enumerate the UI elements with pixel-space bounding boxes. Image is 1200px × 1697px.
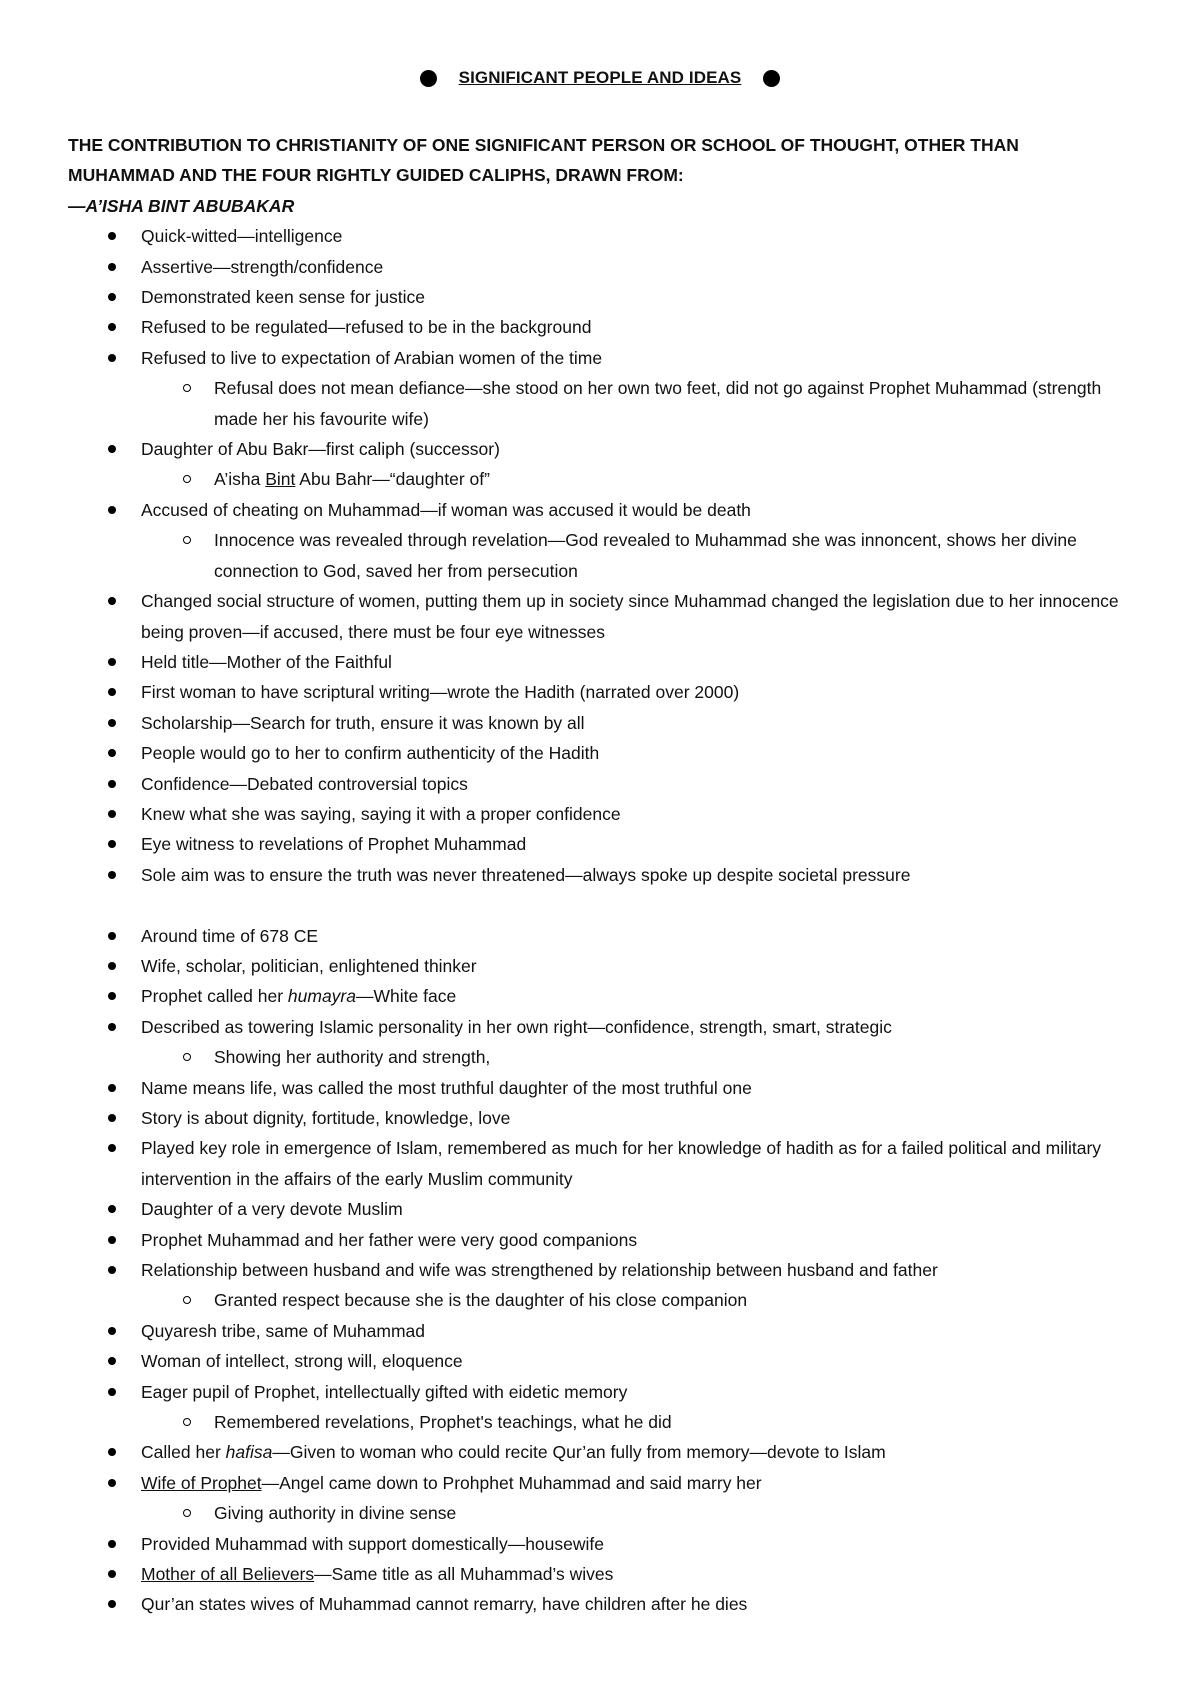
bullet-dot-icon [763, 70, 780, 87]
item-text: Knew what she was saying, saying it with a proper confidence [141, 803, 621, 824]
item-text-post: —Angel came down to Prohphet Muhammad and said marry her [261, 1472, 762, 1493]
sub-list-item [68, 525, 1148, 586]
item-text: Quyaresh tribe, same of Muhammad [141, 1320, 426, 1341]
item-text: Giving authority in divine sense [214, 1503, 457, 1524]
item-text: Woman of intellect, strong will, eloquence [141, 1351, 463, 1372]
list-item [68, 1377, 1148, 1407]
item-text-post: Abu Bahr—“daughter of” [295, 469, 490, 490]
item-text: Prophet Muhammad and her father were very good companions [141, 1229, 638, 1250]
item-text: Scholarship—Search for truth, ensure it was known by all [141, 712, 585, 733]
heading-line: THE CONTRIBUTION TO CHRISTIANITY OF ONE SIGNIFICANT PERSON OR SCHOOL OF THOUGHT, OTHER THAN [68, 135, 1019, 155]
list-item [68, 860, 1148, 890]
item-text: Granted respect because she is the daughter of his close companion [214, 1290, 748, 1311]
list-item [68, 1346, 1148, 1376]
item-text: First woman to have scriptural writing—wrote the Hadith (narrated over 2000) [141, 682, 740, 703]
item-text: Confidence—Debated controversial topics [141, 773, 468, 794]
sub-list-item [68, 373, 1148, 434]
list-item [68, 647, 1148, 677]
item-text: Remembered revelations, Prophet's teachings, what he did [214, 1412, 672, 1433]
bullet-dot-icon [420, 70, 437, 87]
list-item [68, 252, 1148, 282]
list-item [68, 677, 1148, 707]
item-text: Assertive—strength/confidence [141, 256, 384, 277]
item-text-post: —Same title as all Muhammad’s wives [314, 1564, 614, 1585]
list-item [68, 1468, 1148, 1498]
list-item [68, 799, 1148, 829]
list-item [68, 829, 1148, 859]
list-item [68, 1133, 1148, 1194]
item-text: Innocence was revealed through revelation—God revealed to Muhammad she was innoncent, shows her divine connection to God, saved her from persecution [214, 530, 1077, 581]
list-item [68, 1255, 1148, 1285]
sub-list-item [68, 1498, 1148, 1528]
blank-line [68, 890, 1148, 920]
item-text: Story is about dignity, fortitude, knowledge, love [141, 1107, 511, 1128]
list-item [68, 434, 1148, 464]
notes-list [68, 221, 1148, 1620]
list-item [68, 769, 1148, 799]
item-text-pre: A’isha [214, 469, 266, 490]
list-item [68, 1073, 1148, 1103]
item-text: Quick-witted—intelligence [141, 226, 343, 247]
title-row [0, 68, 1200, 88]
list-item [68, 1103, 1148, 1133]
heading-line: MUHAMMAD AND THE FOUR RIGHTLY GUIDED CALIPHS, DRAWN FROM: [68, 165, 684, 186]
item-text: Held title—Mother of the Faithful [141, 651, 392, 672]
page-title: SIGNIFICANT PEOPLE AND IDEAS [458, 68, 742, 87]
list-item [68, 1225, 1148, 1255]
underlined-term: Bint [265, 469, 296, 490]
item-text: Relationship between husband and wife was strengthened by relationship between husband and father [141, 1260, 938, 1281]
list-item [68, 495, 1148, 525]
item-text: Refused to be regulated—refused to be in the background [141, 317, 592, 338]
list-item [68, 981, 1148, 1011]
underlined-term: Mother of all Believers [141, 1564, 315, 1585]
sub-list-item [68, 464, 1148, 494]
list-item [68, 921, 1148, 951]
item-text: Daughter of a very devote Muslim [141, 1199, 403, 1220]
list-item [68, 708, 1148, 738]
item-text-post: —Given to woman who could recite Qur’an fully from memory—devote to Islam [272, 1442, 886, 1463]
item-text: Showing her authority and strength, [214, 1047, 491, 1068]
sub-list-item [68, 1285, 1148, 1315]
underlined-term: Wife of Prophet [141, 1472, 262, 1493]
list-item [68, 1316, 1148, 1346]
item-text: Around time of 678 CE [141, 925, 319, 946]
list-item [68, 1589, 1148, 1619]
item-text: Refusal does not mean defiance—she stood on her own two feet, did not go against Prophet Muhammad (strength made her his favourite wife) [214, 378, 1102, 429]
list-item [68, 586, 1148, 647]
sub-list-item [68, 1407, 1148, 1437]
item-text-post: —White face [356, 986, 457, 1007]
list-item [68, 1559, 1148, 1589]
item-text: Described as towering Islamic personality in her own right—confidence, strength, smart, strategic [141, 1016, 892, 1037]
item-text: Name means life, was called the most truthful daughter of the most truthful one [141, 1077, 752, 1098]
list-item [68, 312, 1148, 342]
list-item [68, 1529, 1148, 1559]
list-item [68, 282, 1148, 312]
item-text: Demonstrated keen sense for justice [141, 287, 426, 308]
list-item [68, 1194, 1148, 1224]
item-text: Played key role in emergence of Islam, remembered as much for her knowledge of hadith as for a failed political and military intervention in the affairs of the early Muslim community [141, 1138, 1102, 1189]
item-text: Refused to live to expectation of Arabian women of the time [141, 347, 603, 368]
document-body [68, 130, 1148, 1620]
item-text: Sole aim was to ensure the truth was never threatened—always spoke up despite societal pressure [141, 864, 911, 885]
list-item [68, 1437, 1148, 1467]
list-item [68, 1012, 1148, 1042]
item-text: Provided Muhammad with support domestically—housewife [141, 1533, 604, 1554]
item-text: Qur’an states wives of Muhammad cannot remarry, have children after he dies [141, 1594, 748, 1615]
item-text: Daughter of Abu Bakr—first caliph (successor) [141, 439, 500, 460]
list-item [68, 738, 1148, 768]
item-text-pre: Prophet called her [141, 986, 288, 1007]
list-item [68, 221, 1148, 251]
item-text: Eye witness to revelations of Prophet Muhammad [141, 834, 527, 855]
item-text: Wife, scholar, politician, enlightened thinker [141, 955, 477, 976]
item-text: Eager pupil of Prophet, intellectually gifted with eidetic memory [141, 1381, 628, 1402]
item-text: Accused of cheating on Muhammad—if woman was accused it would be death [141, 499, 751, 520]
italic-term: hafisa [225, 1442, 273, 1463]
list-item [68, 951, 1148, 981]
italic-term: humayra [287, 986, 356, 1007]
item-text: Changed social structure of women, putting them up in society since Muhammad changed the legislation due to her innocence being proven—if accused, there must be four eye witnesses [141, 591, 1119, 642]
sub-list-item [68, 1042, 1148, 1072]
item-text-pre: Called her [141, 1442, 226, 1463]
subject-name: —A’ISHA BINT ABUBAKAR [68, 195, 295, 216]
item-text: People would go to her to confirm authenticity of the Hadith [141, 743, 600, 764]
list-item [68, 343, 1148, 373]
